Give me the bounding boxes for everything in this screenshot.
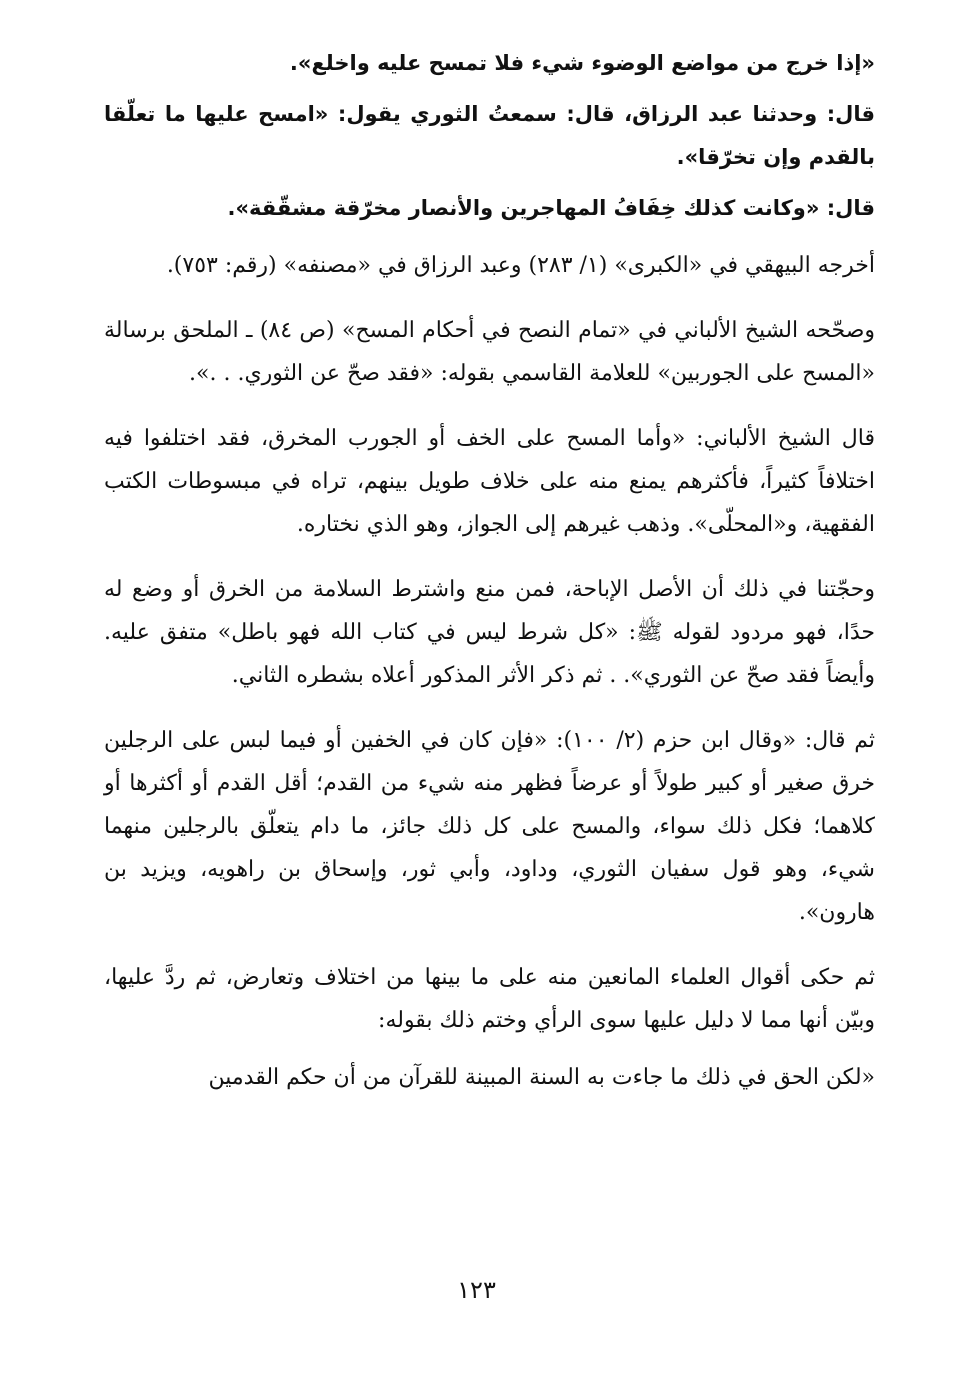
body-paragraph: وحجّتنا في ذلك أن الأصل الإباحة، فمن منع واشترط السلامة من الخرق أو وضع له حدًا، فهو مردود لقوله ﷺ: «كل شرط ليس في كتاب الله فهو باطل» متفق عليه. وأيضاً فقد صحّ عن الثوري». . ثم ذكر الأثر المذكور أعلاه بشطره الثاني. bbox=[104, 577, 875, 688]
body-paragraph: قال الشيخ الألباني: «وأما المسح على الخف أو الجورب المخرق، فقد اختلفوا فيه اختلافاً كثيراً، فأكثرهم يمنع منه على خلاف طويل بينهم، تراه في مبسوطات الكتب الفقهية، و«المحلّى». وذهب غيرهم إلى الجواز، وهو الذي نختاره. bbox=[104, 426, 875, 537]
body-paragraph: ثم حكى أقوال العلماء المانعين منه على ما بينها من اختلاف وتعارض، ثم ردَّ عليها، وبيّن أنها مما لا دليل عليها سوى الرأي وختم ذلك بقوله: bbox=[104, 965, 875, 1033]
narration-paragraph: قال: وحدثنا عبد الرزاق، قال: سمعتُ الثوري يقول: «امسح عليها ما تعلّقا بالقدم وإن تخرّقا». bbox=[104, 102, 875, 169]
body-paragraph: ثم قال: «وقال ابن حزم (٢/ ١٠٠): «فإن كان في الخفين أو فيما لبس على الرجلين خرق صغير أو كبير طولاً أو عرضاً فظهر منه شيء من القدم؛ أقل القدم أو أكثرها أو كلاهما؛ فكل ذلك سواء، والمسح على كل ذلك جائز، ما دام يتعلّق بالرجلين منهما شيء، وهو قول سفيان الثوري، وداود، وأبي ثور، وإسحاق بن راهويه، ويزيد بن هارون». bbox=[104, 728, 875, 925]
page-number: ١٢٣ bbox=[457, 1276, 496, 1304]
quote-paragraph: «إذا خرج من مواضع الوضوء شيء فلا تمسح عليه واخلع». bbox=[289, 51, 875, 75]
source-paragraph: أخرجه البيهقي في «الكبرى» (١/ ٢٨٣) وعبد الرزاق في «مصنفه» (رقم: ٧٥٣). bbox=[166, 253, 875, 278]
narration-paragraph: قال: «وكانت كذلك خِفَافُ المهاجرين والأنصار مخرّقة مشقّقة». bbox=[227, 196, 875, 220]
body-paragraph: وصحّحه الشيخ الألباني في «تمام النصح في أحكام المسح» (ص ٨٤) ـ الملحق برسالة «المسح على الجوربين» للعلامة القاسمي بقوله: «فقد صحّ عن الثوري. . .». bbox=[104, 318, 875, 386]
body-paragraph: «لكن الحق في ذلك ما جاءت به السنة المبينة للقرآن من أن حكم القدمين bbox=[208, 1065, 875, 1090]
